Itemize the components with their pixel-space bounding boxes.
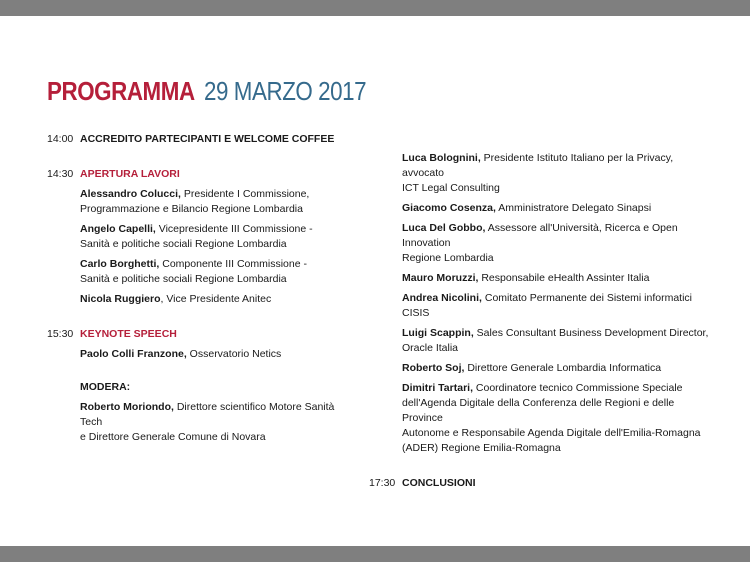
speaker-role: Amministratore Delegato Sinapsi — [495, 202, 652, 214]
speaker-role-line: Autonome e Responsabile Agenda Digitale dell'Emilia-Romagna — [402, 427, 701, 439]
session-keynote — [47, 327, 347, 362]
speaker-name: Andrea Nicolini, — [402, 292, 482, 304]
speaker-entry — [80, 257, 347, 287]
speaker-role: Presidente I Commissione, — [180, 188, 310, 200]
session-time: 14:30 — [47, 168, 74, 180]
speaker-role-line: Sanità e politiche sociali Regione Lombardia — [80, 273, 287, 285]
speaker-name: Mauro Moruzzi, — [402, 272, 479, 284]
speaker-role: Componente III Commissione - — [159, 258, 307, 270]
speaker-role: Presidente Istituto Italiano per la Privacy, avvocato — [402, 152, 674, 179]
session-heading: KEYNOTE SPEECH — [80, 328, 177, 340]
speaker-entry — [402, 291, 709, 321]
speaker-entry — [80, 292, 347, 307]
session-time: 14:00 — [47, 133, 74, 145]
speaker-name: Roberto Soj, — [402, 362, 465, 374]
bottom-bar — [0, 546, 750, 562]
speaker-role-line: (ADER) Regione Emilia-Romagna — [402, 442, 561, 454]
session-time: 15:30 — [47, 328, 74, 340]
title-date: 29 MARZO 2017 — [204, 76, 367, 106]
session-registration — [47, 132, 347, 147]
speaker-name: Carlo Borghetti, — [80, 258, 160, 270]
speaker-entry — [80, 400, 347, 445]
speaker-name: Alessandro Colucci, — [80, 188, 181, 200]
speaker-role: Coordinatore tecnico Commissione Speciale — [473, 382, 683, 394]
speaker-role: , Vice Presidente Anitec — [160, 293, 272, 305]
speaker-role-line: Programmazione e Bilancio Regione Lombardia — [80, 203, 303, 215]
session-closing — [369, 476, 709, 491]
speaker-name: Angelo Capelli, — [80, 223, 156, 235]
moderator-label: MODERA: — [80, 381, 131, 393]
speaker-role: Responsabile eHealth Assinter Italia — [478, 272, 650, 284]
speaker-name: Roberto Moriondo, — [80, 401, 174, 413]
speaker-entry — [80, 347, 347, 362]
speaker-name: Luca Bolognini, — [402, 152, 481, 164]
session-time: 17:30 — [369, 477, 396, 489]
page-title — [47, 76, 393, 106]
speaker-entry — [402, 201, 709, 216]
speaker-role-line: Oracle Italia — [402, 342, 459, 354]
speaker-name: Nicola Ruggiero — [80, 293, 161, 305]
speaker-role-line: ICT Legal Consulting — [402, 182, 500, 194]
speaker-entry — [402, 361, 709, 376]
session-heading: CONCLUSIONI — [402, 477, 476, 489]
speaker-role: Assessore all'Università, Ricerca e Open Innovation — [402, 222, 678, 249]
speaker-role-line: Regione Lombardia — [402, 252, 494, 264]
speaker-name: Luca Del Gobbo, — [402, 222, 486, 234]
program-right-column — [369, 151, 709, 491]
speaker-entry — [402, 151, 709, 196]
speaker-role: Direttore Generale Lombardia Informatica — [464, 362, 662, 374]
program-left-column — [47, 132, 347, 445]
session-opening — [47, 167, 347, 307]
speaker-list — [369, 151, 709, 456]
speaker-name: Dimitri Tartari, — [402, 382, 473, 394]
speaker-role-line: dell'Agenda Digitale della Conferenza delle Regioni e delle Province — [402, 397, 675, 424]
speaker-name: Luigi Scappin, — [402, 327, 474, 339]
speaker-role-line: e Direttore Generale Comune di Novara — [80, 431, 266, 443]
speaker-role: Comitato Permanente dei Sistemi informatici CISIS — [402, 292, 693, 319]
speaker-name: Paolo Colli Franzone, — [80, 348, 187, 360]
speaker-role: Direttore scientifico Motore Sanità Tech — [80, 401, 335, 428]
speaker-entry — [402, 271, 709, 286]
moderator-block — [47, 380, 347, 445]
speaker-entry — [402, 221, 709, 266]
speaker-entry — [80, 222, 347, 252]
speaker-name: Giacomo Cosenza, — [402, 202, 496, 214]
speaker-entry — [402, 326, 709, 356]
speaker-role: Vicepresidente III Commissione - — [155, 223, 313, 235]
top-bar — [0, 0, 750, 16]
speaker-entry — [80, 187, 347, 217]
speaker-role: Sales Consultant Business Development Director, — [473, 327, 709, 339]
title-programma: PROGRAMMA — [47, 76, 195, 106]
session-heading: APERTURA LAVORI — [80, 168, 180, 180]
session-heading: ACCREDITO PARTECIPANTI E WELCOME COFFEE — [80, 133, 335, 145]
speaker-entry — [402, 381, 709, 456]
speaker-role-line: Sanità e politiche sociali Regione Lombardia — [80, 238, 287, 250]
speaker-role: Osservatorio Netics — [186, 348, 282, 360]
